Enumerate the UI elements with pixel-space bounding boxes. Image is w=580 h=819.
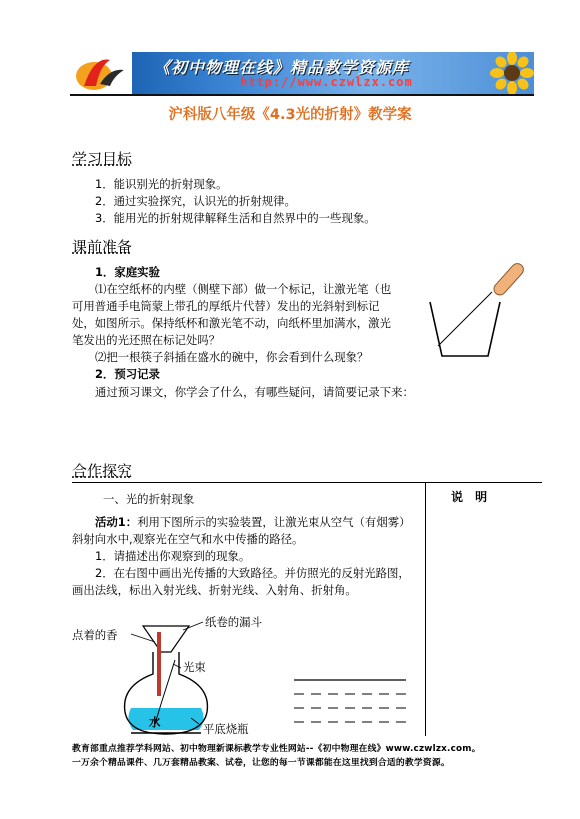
paper-funnel-label: 纸卷的漏斗 [205,615,262,629]
activity-1-label: 活动1： [95,515,138,529]
cup-laser-figure [426,262,526,362]
activity-1-text: 利用下图所示的实验装置，让激光束从空气（有烟雾） [137,515,411,529]
goals-heading: 学习目标 [72,150,133,168]
activity-1-line-1 [95,514,411,531]
notes-column-label: 说 明 [451,490,492,504]
chopsticks-question: ⑵把一根筷子斜插在盛水的碗中，你会看到什么现象？ [95,350,369,364]
footer-line-2: 一万余个精品课件、几万套精品教案、试卷，让您的每一节课都能在这里找到合适的教学资源。 [72,758,450,768]
goal-item-3: 3．能用光的折射规律解释生活和自然界中的一些现象。 [95,211,376,225]
preview-record-subheading: 2．预习记录 [95,367,160,381]
experiment-text-line-3: 处，如图所示。保持纸杯和激光笔不动，向纸杯里加满水，激光 [72,316,391,330]
banner-url[interactable]: http://www.czwlzx.com [240,75,413,89]
experiment-text-line-4: 笔发出的光还照在标记处吗？ [72,333,221,347]
goal-item-2: 2．通过实验探究，认识光的折射规律。 [95,194,296,208]
goal-item-1: 1．能识别光的折射现象。 [95,177,228,191]
question-1: 1．请描述出你观察到的现象。 [95,549,251,563]
sunflower-decoration [490,52,534,94]
experiment-text-line-2: 可用普通手电筒蒙上带孔的厚纸片代替）发出的光斜射到标记 [72,299,380,313]
document-title: 沪科版八年级《4.3光的折射》教学案 [168,107,412,123]
home-experiment-subheading: 1．家庭实验 [95,265,160,279]
header-banner [70,52,534,94]
flat-bottom-flask-label: 平底烧瓶 [203,722,249,736]
footer-line-1: 教育部重点推荐学科网站、初中物理新课标教学专业性网站--《初中物理在线》www.czwlzx.com。 [72,744,481,754]
question-2-line-2: 画出法线，标出入射光线、折射光线、入射角、折射角。 [72,583,357,597]
table-top-border [72,482,542,483]
header-divider [70,94,534,96]
light-beam-label: 光束 [183,660,206,674]
activity-1-line-2: 斜射向水中,观察光在空气和水中传播的路径。 [72,532,304,546]
section-1-heading: 一、光的折射现象 [103,492,195,506]
incense-label: 点着的香 [72,628,118,642]
logo [70,52,132,94]
water-surface-diagram[interactable] [292,672,414,732]
preview-record-text: 通过预习课文，你学会了什么，有哪些疑问，请简要记录下来： [95,385,414,399]
coop-heading: 合作探究 [72,462,133,480]
experiment-text-line-1: ⑴在空纸杯的内壁（侧壁下部）做一个标记，让激光笔（也 [95,282,392,296]
banner-title: 《初中物理在线》精品教学资源库 [154,58,410,77]
table-column-divider [425,482,426,736]
question-2-line-1: 2．在右图中画出光传播的大致路径。并仿照光的反射光路图， [95,566,410,580]
water-label: 水 [149,715,161,729]
prep-heading: 课前准备 [72,238,133,256]
